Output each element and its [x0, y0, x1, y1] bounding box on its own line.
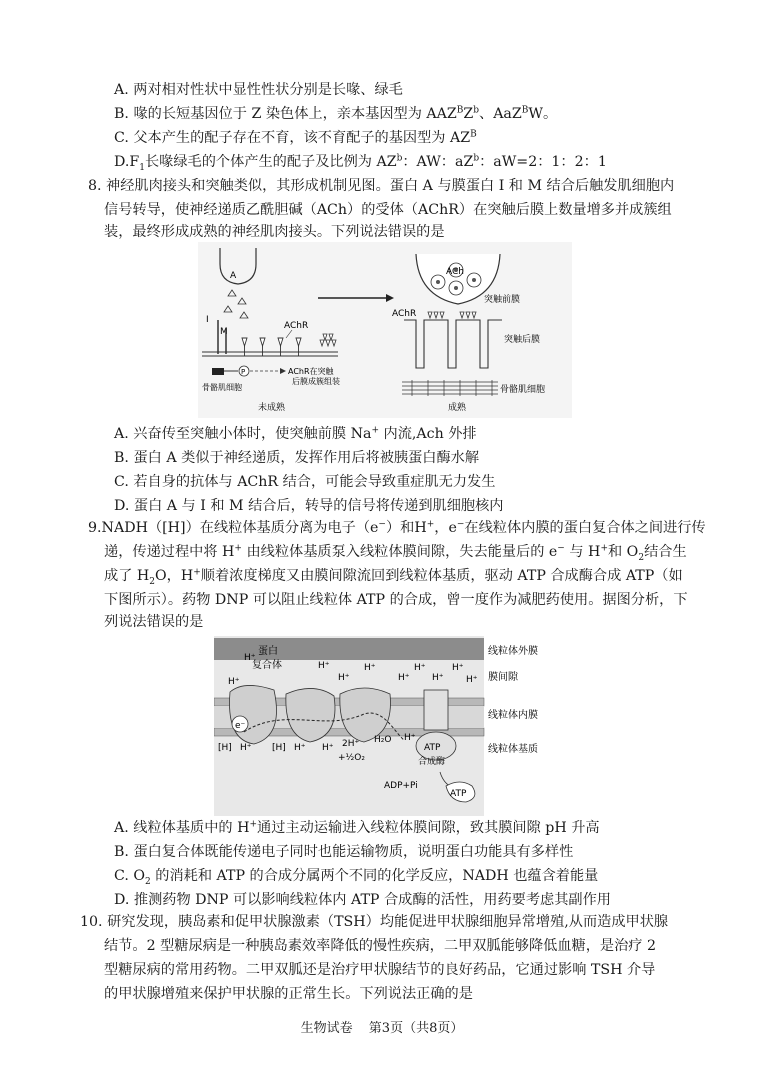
q8-figure — [198, 242, 572, 418]
label-phosphate: P — [241, 368, 246, 376]
q8-option-d: D. 蛋白 A 与 I 和 M 结合后，转导的信号将传递到肌细胞核内 — [114, 498, 504, 514]
q8-stem-line: 装，最终形成成熟的神经肌肉接头。下列说法错误的是 — [104, 224, 445, 240]
q7-option-d: $D.F_1$长喙绿毛的个体产生的配子及比例为 $AZ^b$：AW：$aZ^b$：aW=2：1：2：1 — [114, 153, 607, 173]
q10-stem-line: 型糖尿病的常用药物。二甲双胍还是治疗甲状腺结节的良好药品，它通过影响 TSH 介导 — [104, 962, 656, 978]
q7-option-b: B. 喙的长短基因位于 Z 染色体上，亲本基因型为 $AAZ^BZ^b$、AaZ$^B$W。 — [114, 105, 558, 122]
footer-page-number: 第3页（共8页） — [368, 1021, 464, 1036]
label-h-ion: H⁺ — [364, 663, 376, 673]
label-protein-i: I — [206, 315, 209, 325]
label-matrix: 线粒体基质 — [488, 744, 538, 755]
q8-option-c: C. 若自身的抗体与 AChR 结合，可能会导致重症肌无力发生 — [114, 474, 496, 490]
label-half-o2: +½O₂ — [338, 753, 365, 763]
label-outer-membrane: 线粒体外膜 — [488, 646, 538, 657]
label-h-ion: H⁺ — [240, 743, 252, 753]
label-h2o: H₂O — [374, 735, 392, 745]
label-h-ion: H⁺ — [294, 743, 306, 753]
label-nadh: [H] — [218, 743, 232, 753]
label-presynaptic: 突触前膜 — [484, 295, 521, 305]
q9-option-c: C. $O_2$ 的消耗和 ATP 的合成分属两个不同的化学反应，NADH 也蕴含着能量 — [114, 868, 599, 887]
q9-option-b: B. 蛋白复合体既能传递电子同时也能运输物质，说明蛋白功能具有多样性 — [114, 844, 574, 860]
label-achr-right: AChR — [392, 309, 417, 319]
label-protein-a: A — [230, 271, 237, 281]
label-h-ion: H⁺ — [414, 663, 426, 673]
label-achr-left: AChR — [284, 321, 309, 331]
label-h-ion: H⁺ — [466, 675, 478, 685]
q9-stem-line: 列说法错误的是 — [104, 614, 204, 630]
label-cluster-2: 后膜成簇组装 — [292, 377, 340, 386]
label-h-ion: H⁺ — [338, 673, 350, 683]
q7-option-a: A. 两对相对性状中显性性状分别是长喙、绿毛 — [114, 82, 403, 98]
q9-option-d: D. 推测药物 DNP 可以影响线粒体内 ATP 合成酶的活性，用药要考虑其副作用 — [114, 892, 611, 908]
label-h-ion: H⁺ — [318, 661, 330, 671]
label-atp-synthase-1: ATP — [424, 743, 441, 753]
q8-option-a: A. 兴奋传至突触小体时，使突触前膜 Na+ 内流,Ach 外排 — [114, 425, 477, 442]
q9-stem-line: 递，传递过程中将 H+ 由线粒体基质泵入线粒体膜间隙，失去能量后的 e− 与 H+和 $O_2$结合生 — [104, 543, 687, 563]
label-postsynaptic: 突触后膜 — [504, 335, 541, 345]
label-nadh: [H] — [272, 743, 286, 753]
label-complex-1: 蛋白 — [258, 646, 278, 657]
page-footer — [0, 1017, 764, 1036]
label-atp-synthase-2: 合成酶 — [418, 757, 446, 767]
caption-mature: 成熟 — [448, 403, 467, 413]
footer-subject: 生物试卷 — [300, 1021, 353, 1036]
label-cluster-1: AChR在突触 — [288, 367, 334, 376]
label-complex-2: 复合体 — [252, 660, 282, 671]
label-h-ion: H⁺ — [432, 673, 444, 683]
label-h-ion: H⁺ — [404, 733, 416, 743]
q8-stem-line: 8. 神经肌肉接头和突触类似，其形成机制见图。蛋白 A 与膜蛋白 I 和 M 结合后触发肌细胞内 — [88, 178, 675, 194]
label-ach: ACh — [446, 267, 464, 277]
label-h-ion: H⁺ — [398, 673, 410, 683]
label-h-ion: H⁺ — [452, 663, 464, 673]
label-electron: e⁻ — [235, 721, 246, 731]
q8-option-b: B. 蛋白 A 类似于神经递质，发挥作用后将被胰蛋白酶水解 — [114, 450, 480, 466]
label-inner-membrane: 线粒体内膜 — [488, 710, 538, 721]
label-atp: ATP — [450, 789, 467, 799]
q10-stem-line: 10. 研究发现，胰岛素和促甲状腺激素（TSH）均能促进甲状腺细胞异常增殖,从而造成甲状腺 — [80, 914, 669, 930]
q9-stem-line: 成了 $H_2O$，H+顺着浓度梯度又由膜间隙流回到线粒体基质，驱动 ATP 合成酶合成 ATP（如 — [104, 567, 683, 587]
q8-stem-line: 信号转导，使神经递质乙酰胆碱（ACh）的受体（AChR）在突触后膜上数量增多并成簇组 — [104, 202, 672, 218]
label-h-ion: H⁺ — [322, 743, 334, 753]
label-h-ion: H⁺ — [228, 677, 240, 687]
label-h-ion: H⁺ — [244, 653, 256, 663]
q10-stem-line: 结节。2 型糖尿病是一种胰岛素效率降低的慢性疾病，二甲双胍能够降低血糖，是治疗 2 — [104, 938, 657, 954]
q9-stem-line: 9.NADH（[H]）在线粒体基质分离为电子（e−）和H+，e−在线粒体内膜的蛋白复合体之间进行传 — [88, 519, 706, 536]
label-intermembrane: 膜间隙 — [488, 672, 518, 683]
label-muscle-left: 骨骼肌细胞 — [202, 383, 242, 392]
label-adp-pi: ADP+Pi — [384, 781, 418, 791]
label-2h: 2H⁺ — [342, 739, 360, 749]
q7-option-c: C. 父本产生的配子存在不育，该不育配子的基因型为 $AZ^B$ — [114, 129, 477, 146]
q10-stem-line: 的甲状腺增殖来保护甲状腺的正常生长。下列说法正确的是 — [104, 986, 473, 1002]
q9-figure — [214, 636, 574, 816]
caption-immature: 未成熟 — [258, 403, 286, 413]
label-protein-m: M — [220, 327, 228, 337]
label-muscle-right: 骨骼肌细胞 — [500, 385, 546, 395]
q9-option-a: A. 线粒体基质中的 H+通过主动运输进入线粒体膜间隙，致其膜间隙 pH 升高 — [114, 819, 600, 836]
q9-stem-line: 下图所示）。药物 DNP 可以阻止线粒体 ATP 的合成，曾一度作为减肥药使用。据图分析，下 — [104, 592, 688, 608]
